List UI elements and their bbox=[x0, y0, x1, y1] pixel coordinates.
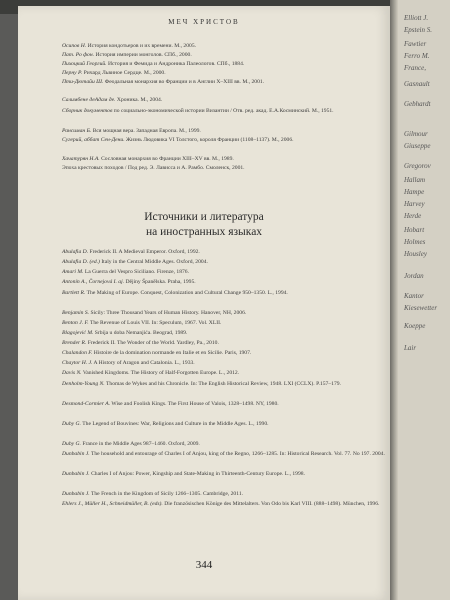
right-page-text: Holmes bbox=[404, 238, 426, 246]
bibliography-entry bbox=[62, 268, 386, 277]
right-page-text: Hampe bbox=[404, 188, 425, 196]
bibliography-entry bbox=[62, 329, 386, 338]
entry-text: The Legend of Bouvines: War, Religions and Culture in the Middle Ages. L., 1990. bbox=[82, 421, 269, 427]
entry-text: Dějiny Španělska. Praha, 1995. bbox=[125, 279, 196, 285]
entry-author: Осипов Н. bbox=[62, 43, 87, 49]
entry-text: Ричард Львиное Сердце. М., 2000. bbox=[83, 70, 166, 76]
entry-author: Рансиман Б. bbox=[62, 128, 92, 134]
entry-author: Davis N. bbox=[62, 370, 82, 376]
right-page-text: Kiesewetter bbox=[404, 304, 438, 312]
bibliography-entry bbox=[62, 490, 386, 499]
bibliography-entry bbox=[62, 369, 386, 378]
entry-author: Dunbabin J. bbox=[62, 471, 90, 477]
bibliography-entry bbox=[62, 309, 386, 318]
entry-text: по социально-экономической истории Византии / Отв. ред. акад. Е.А.Косминский. М., 1951. bbox=[113, 108, 334, 114]
right-page-text: Fawtier bbox=[404, 40, 427, 48]
bibliography-entry bbox=[62, 155, 386, 164]
entry-text: Thomas de Wykes and his Chronicle. In: The English Historical Review, 1948. LXI (CCLX). P.157–179. bbox=[106, 381, 341, 387]
entry-text: The Making of Europe. Conquest, Colonization and Cultural Change 950–1350. L., 1994. bbox=[86, 290, 288, 296]
right-page-text: Hallam bbox=[404, 176, 425, 184]
bibliography-entry bbox=[62, 339, 386, 348]
right-page-text: Herde bbox=[404, 212, 422, 220]
bibliography-entry bbox=[62, 248, 386, 257]
bibliography-entry bbox=[62, 258, 386, 267]
entry-text: Жизнь Людовика VI Толстого, короля Франции (1108–1137). М., 2006. bbox=[126, 137, 294, 143]
right-page-text: Ferro M. bbox=[404, 52, 430, 60]
entry-text: France in the Middle Ages 987–1460. Oxford, 2009. bbox=[82, 441, 200, 447]
bibliography-entry bbox=[62, 289, 386, 298]
entry-text: История и Фемида и Андроника Палеологов. СПб., 1884. bbox=[107, 61, 245, 67]
right-page-text: Elliott J. bbox=[404, 14, 429, 22]
right-page-text: France, bbox=[404, 64, 426, 72]
section-heading-line1: Источники и литература bbox=[144, 211, 264, 223]
entry-author: Пат. Ро фон. bbox=[62, 52, 95, 58]
entry-author: Benton J. F. bbox=[62, 320, 89, 326]
entry-author: Benjamin S. bbox=[62, 310, 90, 316]
bibliography-entry bbox=[62, 359, 386, 368]
entry-text: Srbija u doba Nemanjića. Beograd, 1989. bbox=[94, 330, 188, 336]
entry-author: Antonín A., Čornejová I. aj. bbox=[62, 279, 125, 285]
entry-author: Dunbabin J. bbox=[62, 491, 90, 497]
entry-author: Сугерий, аббат Сен-Дени. bbox=[62, 137, 125, 143]
entry-author: Пихоцкий Георгий. bbox=[62, 61, 107, 67]
entry-author: Brender R. bbox=[62, 340, 87, 346]
right-page-text: Giuseppe bbox=[404, 142, 431, 150]
bibliography-entry bbox=[62, 96, 386, 105]
bibliography-entry bbox=[62, 164, 386, 173]
entry-author: Blagojević M. bbox=[62, 330, 94, 336]
right-page-text: Housley bbox=[404, 250, 427, 258]
entry-author: Dunbabin J. bbox=[62, 451, 90, 457]
entry-author: Bartlett R. bbox=[62, 290, 86, 296]
entry-text: Frederick II. A Medieval Emperor. Oxford, 1992. bbox=[89, 249, 200, 255]
right-page-text: Gilmour bbox=[404, 130, 428, 138]
bibliography-entry bbox=[62, 278, 386, 287]
bibliography-entry bbox=[62, 400, 386, 409]
entry-text: Charles I of Anjou: Power, Kingship and State-Making in Thirteenth-Century Europe. L., 1998. bbox=[91, 471, 305, 477]
right-page-text: Lair bbox=[404, 344, 417, 352]
entry-text: Wise and Foolish Kings. The First House of Valois, 1328–1498. NY, 1980. bbox=[111, 401, 279, 407]
entry-text: Феодальная монархия во Франции и в Англии X–XIII вв. М., 2001. bbox=[104, 79, 265, 85]
entry-author: Duby G. bbox=[62, 421, 81, 427]
entry-text: The household and entourage of Charles I of Anjou, king of the Regno, 1266–1285. In: Historical Research. Vol. 77. No 197. 2004. bbox=[90, 451, 385, 457]
bibliography-entry bbox=[62, 380, 386, 389]
entry-author: Сборник документов bbox=[62, 108, 113, 114]
entry-text: Вся мощная вера. Западная Европа. М., 1999. bbox=[92, 128, 201, 134]
entry-text: История империи монголов. СПб., 2000. bbox=[95, 52, 192, 58]
bibliography-entry bbox=[62, 349, 386, 358]
right-page-text: Gregorov bbox=[404, 162, 431, 170]
entry-text: Sicily: Three Thousand Years of Human History. Hanover, NH, 2006. bbox=[90, 310, 247, 316]
entry-author: Denholm-Young N. bbox=[62, 381, 105, 387]
running-header: МЕЧ ХРИСТОВ bbox=[168, 18, 240, 26]
section-heading-line2: на иностранных языках bbox=[145, 226, 263, 238]
bibliography-entry bbox=[62, 69, 386, 78]
entry-author: Duby G. bbox=[62, 441, 81, 447]
right-page-text: Gebhardt bbox=[404, 100, 431, 108]
entry-author: Amari M. bbox=[62, 269, 84, 275]
bibliography-entry bbox=[62, 51, 386, 60]
bibliography-entry bbox=[62, 78, 386, 87]
right-page-text: Harvey bbox=[404, 200, 425, 208]
entry-author: Chalandon F. bbox=[62, 350, 93, 356]
entry-author: Abulafia D. (ed.) bbox=[62, 259, 100, 265]
entry-text: The French in the Kingdom of Sicily 1266–1305. Cambridge, 2011. bbox=[90, 491, 244, 497]
bibliography-entry bbox=[62, 450, 386, 459]
entry-text: Histoire de la domination normande en Italie et en Sicilie. Paris, 1907. bbox=[93, 350, 252, 356]
entry-text: La Guerra del Vespro Siciliano. Firenze, 1876. bbox=[84, 269, 189, 275]
bibliography-entry bbox=[62, 127, 386, 136]
bibliography-entry bbox=[62, 420, 386, 429]
entry-text: История кондотьеров и их времени. М., 2005. bbox=[87, 43, 197, 49]
bibliography-entry bbox=[62, 42, 386, 51]
entry-text: Хроника. М., 2004. bbox=[116, 97, 163, 103]
bibliography-entry bbox=[62, 107, 386, 116]
entry-text: Italy in the Central Middle Ages. Oxford, 2004. bbox=[101, 259, 208, 265]
entry-author: Пти-Дютайи Ш. bbox=[62, 79, 104, 85]
book-gutter bbox=[390, 0, 398, 600]
right-page-text: Kantor bbox=[404, 292, 424, 300]
right-page-text: Hobart bbox=[404, 226, 425, 234]
entry-text: A History of Aragon and Catalonia. L., 1933. bbox=[93, 360, 195, 366]
bibliography-entry bbox=[62, 319, 386, 328]
left-page bbox=[18, 6, 390, 600]
right-page-text: Epstein S. bbox=[404, 26, 432, 34]
entry-author: Ehlers J., Müller H., Schneidmüller, B. (eds). bbox=[62, 501, 163, 507]
entry-text: Vanished Kingdoms. The History of Half-Forgotten Europe. L., 2012. bbox=[82, 370, 240, 376]
entry-author: Перну Р. bbox=[62, 70, 83, 76]
entry-text: Сословная монархия во Франции XIII–XV вв. М., 1989. bbox=[101, 156, 234, 162]
right-page-edge bbox=[398, 0, 450, 600]
entry-author: Abulafia D. bbox=[62, 249, 89, 255]
bibliography-entry bbox=[62, 136, 386, 145]
entry-text: Эпоха крестовых походов / Под ред. Э. Лависса и А. Рамбо. Смоленск, 2001. bbox=[62, 165, 245, 171]
bibliography-entry bbox=[62, 440, 386, 449]
entry-author: Desmond-Cormier A. bbox=[62, 401, 111, 407]
entry-text: Frederick II. The Wonder of the World. Yardley, Pa., 2010. bbox=[87, 340, 219, 346]
entry-author: Хачатурян Н.А. bbox=[62, 156, 100, 162]
entry-text: The Revenue of Louis VII. In: Speculum, 1967. Vol. XLII. bbox=[89, 320, 222, 326]
bibliography-entry bbox=[62, 470, 386, 479]
entry-author: Салимбене деАдам де. bbox=[62, 97, 116, 103]
page-number: 344 bbox=[195, 559, 213, 571]
right-page-text: Gasnault bbox=[404, 80, 430, 88]
right-page-text: Koeppe bbox=[404, 322, 426, 330]
entry-author: Chaytor H. J. bbox=[62, 360, 93, 366]
bibliography-entry bbox=[62, 60, 386, 69]
bibliography-entry bbox=[62, 500, 386, 509]
right-page-text: Jordan bbox=[404, 272, 424, 280]
entry-text: Die französischen Könige des Mittelalters. Von Odo bis Karl VIII. (888–1498). München, 1996. bbox=[164, 501, 380, 507]
